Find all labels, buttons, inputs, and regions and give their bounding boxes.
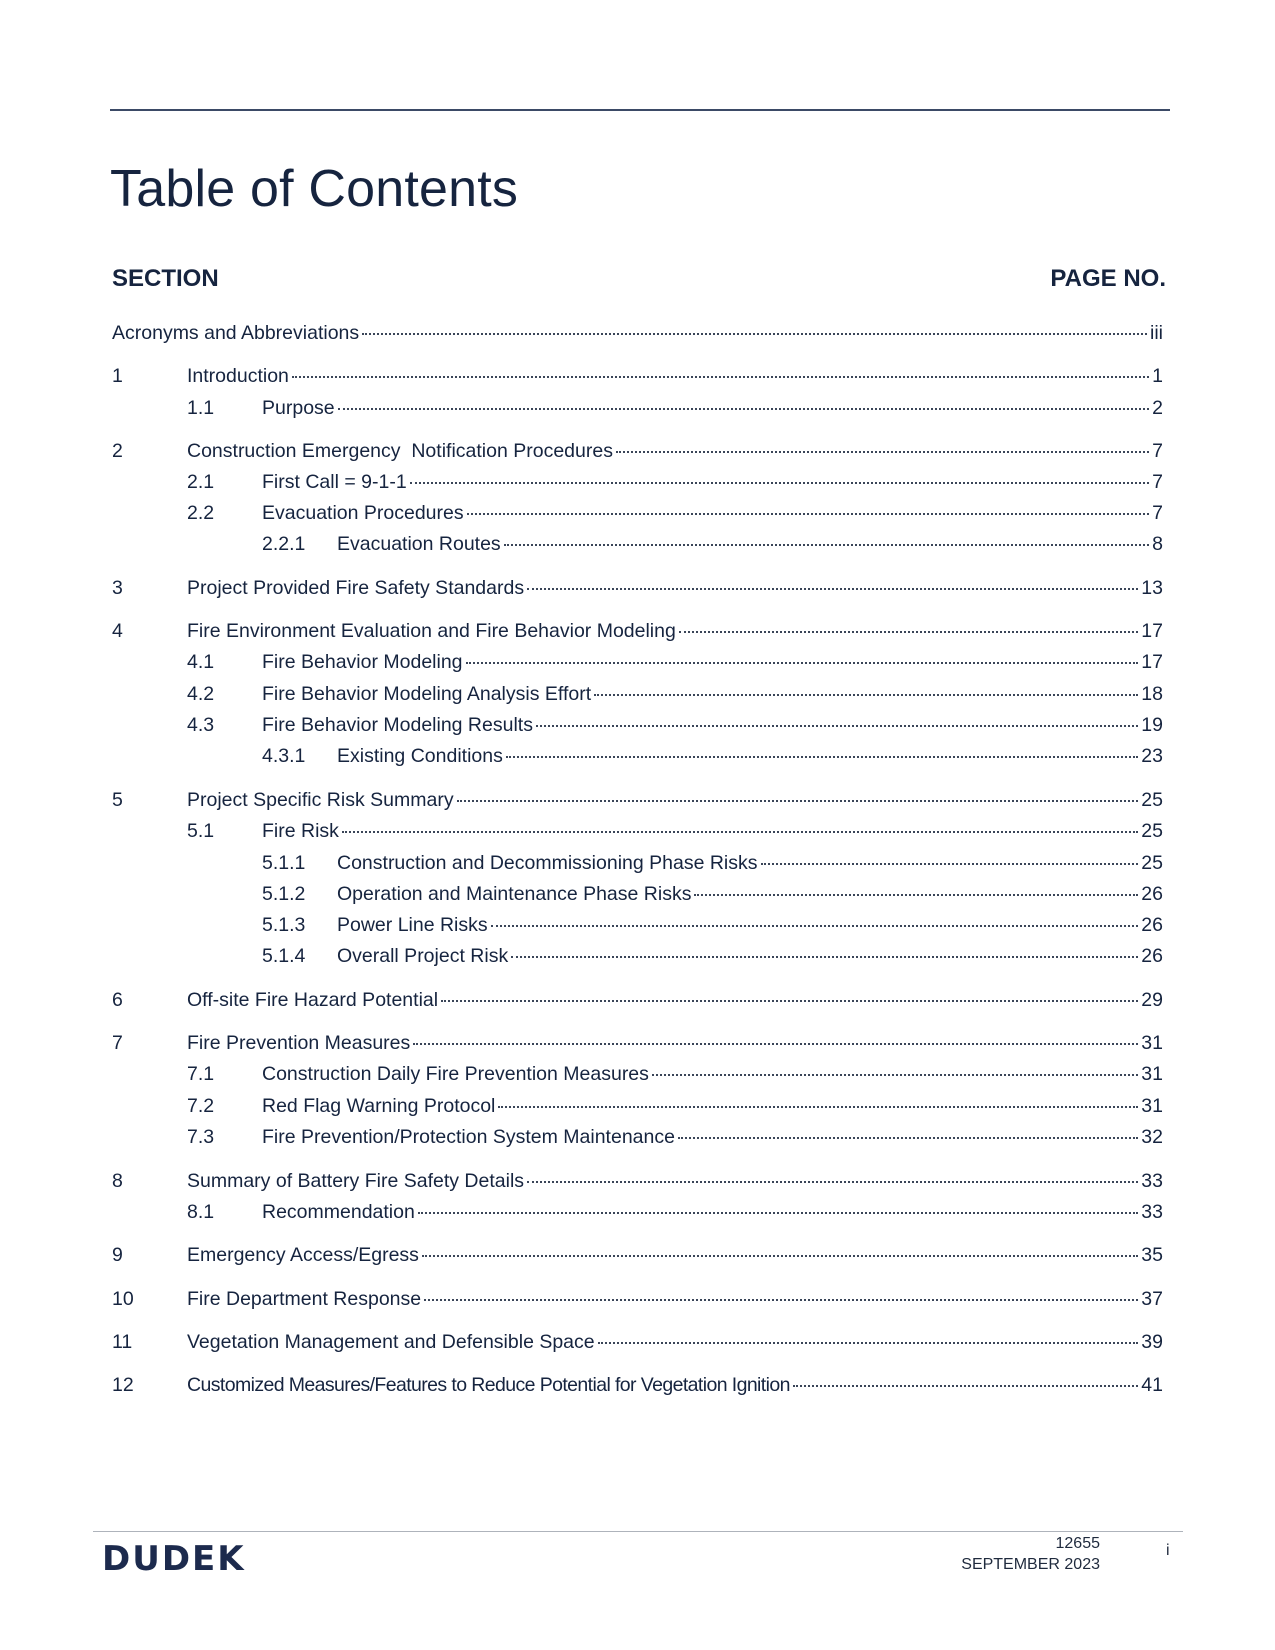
toc-entry-label: Fire Prevention Measures [187, 1032, 411, 1054]
dot-leader [491, 924, 1139, 927]
page-number: i [1166, 1542, 1170, 1559]
page-column-header: PAGE NO. [1050, 265, 1166, 292]
toc-entry-number: 5.1.3 [262, 914, 306, 936]
toc-entry-number: 4.1 [187, 651, 215, 673]
dot-leader [362, 332, 1147, 335]
toc-entry-page: 33 [1141, 1170, 1163, 1192]
dot-leader [527, 1180, 1138, 1183]
section-column-header: SECTION [112, 265, 219, 292]
toc-entry-label: Fire Behavior Modeling [262, 651, 463, 673]
toc-entry-label: Recommendation [262, 1201, 415, 1223]
toc-entry[interactable] [112, 577, 1163, 605]
toc-entry[interactable] [112, 1126, 1163, 1154]
toc-entry-label: Acronyms and Abbreviations [112, 322, 360, 344]
header-rule [110, 109, 1170, 111]
toc-entry-number: 8 [112, 1170, 123, 1192]
toc-entry-page: 2 [1152, 397, 1163, 419]
doc-number: 12655 [1055, 1535, 1100, 1552]
dot-leader [418, 1211, 1138, 1214]
toc-entry[interactable] [112, 1063, 1163, 1091]
toc-entry[interactable] [112, 397, 1163, 425]
toc-entry-label: Fire Risk [262, 820, 339, 842]
dot-leader [506, 755, 1138, 758]
toc-entry[interactable] [112, 745, 1163, 773]
toc-entry[interactable] [112, 471, 1163, 499]
page-title: Table of Contents [110, 160, 519, 218]
toc-entry[interactable] [112, 651, 1163, 679]
dot-leader [457, 799, 1139, 802]
toc-entry-page: 7 [1152, 471, 1163, 493]
toc-entry-page: 41 [1141, 1374, 1163, 1396]
toc-entry-page: 17 [1141, 651, 1163, 673]
toc-entry-label: Construction Daily Fire Prevention Measures [262, 1063, 649, 1085]
toc-entry-label: Project Provided Fire Safety Standards [187, 577, 525, 599]
toc-entry[interactable] [112, 1032, 1163, 1060]
toc-entry-label: Fire Department Response [187, 1288, 422, 1310]
toc-entry-number: 5 [112, 789, 123, 811]
dot-leader [338, 407, 1150, 410]
toc-entry-label: Evacuation Routes [337, 533, 501, 555]
footer-rule [93, 1531, 1183, 1532]
toc-entry-number: 2 [112, 440, 123, 462]
dot-leader [422, 1254, 1138, 1257]
toc-entry[interactable] [112, 1288, 1163, 1316]
toc-entry-number: 3 [112, 577, 123, 599]
toc-entry-label: Fire Environment Evaluation and Fire Behavior Modeling [187, 620, 676, 642]
toc-entry-page: 31 [1141, 1095, 1163, 1117]
toc-entry-page: 18 [1141, 683, 1163, 705]
toc-entry-page: 1 [1152, 365, 1163, 387]
toc-entry[interactable] [112, 789, 1163, 817]
dot-leader [511, 955, 1138, 958]
toc-entry[interactable] [112, 533, 1163, 561]
toc-entry[interactable] [112, 989, 1163, 1017]
toc-entry[interactable] [112, 1331, 1163, 1359]
toc-entry-label: Purpose [262, 397, 335, 419]
toc-entry-number: 8.1 [187, 1201, 215, 1223]
toc-entry-label: Fire Prevention/Protection System Maintenance [262, 1126, 675, 1148]
toc-entry-page: 26 [1141, 914, 1163, 936]
toc-entry-page: 35 [1141, 1244, 1163, 1266]
toc-entry[interactable] [112, 1374, 1163, 1402]
toc-entry[interactable] [112, 365, 1163, 393]
dot-leader [536, 724, 1138, 727]
toc-entry-label: Red Flag Warning Protocol [262, 1095, 496, 1117]
toc-entry-number: 7.1 [187, 1063, 215, 1085]
toc-entry-page: 23 [1141, 745, 1163, 767]
toc-entry-page: iii [1150, 322, 1163, 344]
toc-entry-label: Fire Behavior Modeling Results [262, 714, 533, 736]
toc-entry-number: 9 [112, 1244, 123, 1266]
toc-entry-page: 7 [1152, 502, 1163, 524]
toc-entry-number: 10 [112, 1288, 134, 1310]
dot-leader [441, 999, 1138, 1002]
toc-entry[interactable] [112, 914, 1163, 942]
toc-entry-label: Power Line Risks [337, 914, 488, 936]
toc-entry-number: 2.2.1 [262, 533, 306, 555]
dot-leader [598, 1341, 1139, 1344]
toc-entry-number: 1 [112, 365, 123, 387]
toc-entry-number: 12 [112, 1374, 134, 1396]
toc-entry-number: 11 [112, 1331, 133, 1353]
toc-entry[interactable] [112, 440, 1163, 468]
toc-entry-number: 5.1 [187, 820, 215, 842]
toc-entry[interactable] [112, 322, 1163, 350]
dot-leader [652, 1073, 1138, 1076]
toc-entry-page: 8 [1152, 533, 1163, 555]
dot-leader [498, 1105, 1138, 1108]
dot-leader [527, 587, 1138, 590]
toc-entry-page: 19 [1141, 714, 1163, 736]
toc-entry-number: 2.1 [187, 471, 215, 493]
dot-leader [410, 481, 1149, 484]
toc-entry-number: 2.2 [187, 502, 215, 524]
toc-entry[interactable] [112, 502, 1163, 530]
toc-entry[interactable] [112, 852, 1163, 880]
toc-entry-number: 4.3.1 [262, 745, 306, 767]
doc-date: SEPTEMBER 2023 [961, 1556, 1100, 1573]
dot-leader [761, 862, 1139, 865]
toc-entry-page: 39 [1141, 1331, 1163, 1353]
toc-entry-label: Construction Emergency Notification Procedures [187, 440, 613, 462]
toc-entry-number: 7.2 [187, 1095, 215, 1117]
dot-leader [793, 1384, 1138, 1387]
dot-leader [616, 450, 1149, 453]
toc-entry-page: 37 [1141, 1288, 1163, 1310]
dot-leader [694, 893, 1138, 896]
toc-entry-number: 5.1.4 [262, 945, 306, 967]
toc-entry-number: 7.3 [187, 1126, 215, 1148]
toc-entry-number: 5.1.1 [262, 852, 306, 874]
toc-entry[interactable] [112, 883, 1163, 911]
dot-leader [467, 512, 1150, 515]
toc-entry[interactable] [112, 945, 1163, 973]
dot-leader [292, 375, 1149, 378]
toc-entry-page: 29 [1141, 989, 1163, 1011]
dot-leader [466, 661, 1139, 664]
dot-leader [679, 630, 1138, 633]
toc-entry-label: Off-site Fire Hazard Potential [187, 989, 439, 1011]
company-logo: DUDEK [102, 1539, 246, 1579]
toc-entry-page: 25 [1141, 820, 1163, 842]
toc-entry-page: 26 [1141, 945, 1163, 967]
toc-entry-label: Fire Behavior Modeling Analysis Effort [262, 683, 592, 705]
toc-entry-page: 33 [1141, 1201, 1163, 1223]
toc-entry-page: 26 [1141, 883, 1163, 905]
toc-entry-page: 13 [1141, 577, 1163, 599]
toc-entry-number: 6 [112, 989, 123, 1011]
toc-entry-label: Summary of Battery Fire Safety Details [187, 1170, 525, 1192]
toc-entry-label: Construction and Decommissioning Phase Risks [337, 852, 758, 874]
toc-entry[interactable] [112, 683, 1163, 711]
toc-entry[interactable] [112, 1201, 1163, 1229]
toc-entry-label: Introduction [187, 365, 289, 387]
toc-entry-label: Evacuation Procedures [262, 502, 464, 524]
toc-entry[interactable] [112, 1170, 1163, 1198]
toc-entry-page: 25 [1141, 789, 1163, 811]
dot-leader [342, 830, 1138, 833]
toc-entry-label: First Call = 9-1-1 [262, 471, 407, 493]
toc-entry[interactable] [112, 1095, 1163, 1123]
toc-entry[interactable] [112, 714, 1163, 742]
toc-entry-number: 7 [112, 1032, 123, 1054]
dot-leader [678, 1136, 1138, 1139]
toc-entry-page: 31 [1141, 1063, 1163, 1085]
toc-entry-number: 4.2 [187, 683, 215, 705]
dot-leader [594, 693, 1138, 696]
toc-entry-page: 25 [1141, 852, 1163, 874]
dot-leader [504, 543, 1149, 546]
toc-entry-page: 32 [1141, 1126, 1163, 1148]
toc-entry-label: Overall Project Risk [337, 945, 509, 967]
dot-leader [424, 1298, 1138, 1301]
toc-entry-label: Operation and Maintenance Phase Risks [337, 883, 692, 905]
toc-entry-page: 31 [1141, 1032, 1163, 1054]
toc-entry-label: Project Specific Risk Summary [187, 789, 454, 811]
footer-doc-info [961, 1533, 1100, 1575]
toc-entry-number: 1.1 [187, 397, 215, 419]
toc-entry-page: 7 [1152, 440, 1163, 462]
toc-entry-number: 4 [112, 620, 123, 642]
toc-entry-label: Existing Conditions [337, 745, 503, 767]
toc-entry-label: Vegetation Management and Defensible Space [187, 1331, 595, 1353]
toc-entry-label: Customized Measures/Features to Reduce Potential for Vegetation Ignition [187, 1374, 790, 1396]
toc-entry-number: 5.1.2 [262, 883, 306, 905]
toc-entry-number: 4.3 [187, 714, 215, 736]
toc-entry[interactable] [112, 820, 1163, 848]
toc-entry[interactable] [112, 620, 1163, 648]
dot-leader [413, 1042, 1138, 1045]
toc-entry[interactable] [112, 1244, 1163, 1272]
toc-entry-page: 17 [1141, 620, 1163, 642]
toc-entry-label: Emergency Access/Egress [187, 1244, 419, 1266]
